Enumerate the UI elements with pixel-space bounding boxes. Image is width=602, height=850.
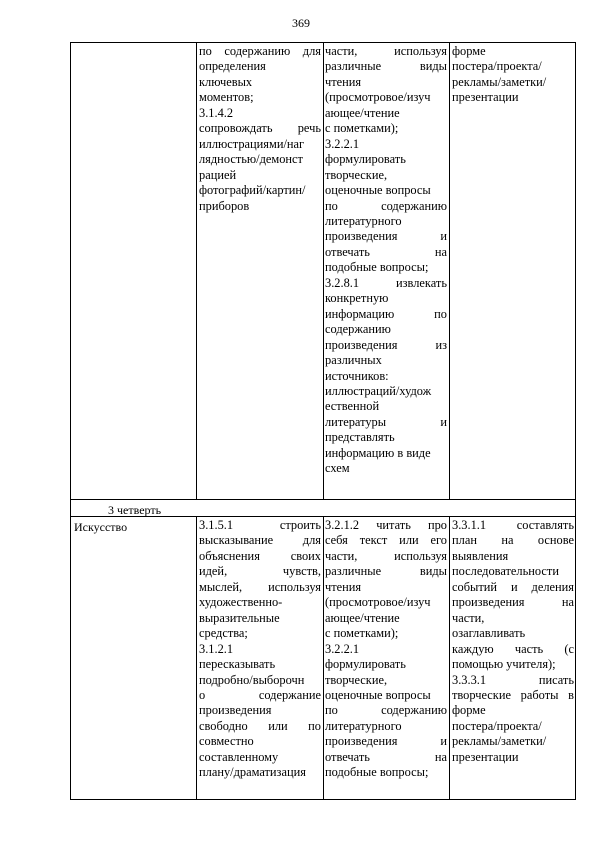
top-row-col3-cell [325,44,447,477]
col-divider-1-bottom [196,516,197,800]
bottom-row-col4-cell [452,518,574,765]
cell-line: информацию в виде [325,445,431,460]
cell-line: форме [452,44,486,58]
cell-line: по содержанию [325,703,447,718]
bottom-row-col3-cell [325,518,447,781]
cell-line: иллюстрациями/наг [199,136,305,151]
cell-line: высказывание для [199,533,321,548]
cell-line: 3.2.1.2 читать про [325,518,447,532]
cell-line: 3.2.8.1 извлекать [325,275,447,290]
cell-line: отвечать на [325,749,447,764]
cell-line: составленному [199,749,279,764]
cell-line: творческие работы в [452,687,574,702]
col-divider-2-bottom [323,516,324,800]
cell-line: определения [199,59,266,74]
cell-line: приборов [199,198,250,213]
cell-line: различных [325,353,382,368]
cell-line: презентации [452,90,519,105]
cell-line: 3.1.2.1 [199,641,234,656]
cell-line: (просмотровое/изуч [325,595,431,610]
cell-line: информацию по [325,306,447,321]
cell-line: постера/проекта/ [452,59,542,74]
cell-line: 3.3.3.1 писать [452,672,574,687]
cell-line: представлять [325,430,395,445]
cell-line: совместно [199,734,254,749]
cell-line: творческие, [325,167,388,182]
cell-line: формулировать [325,657,406,672]
cell-line: 3.3.1.1 составлять [452,518,574,532]
cell-line: ключевых [199,74,253,89]
cell-line: творческие, [325,672,388,687]
cell-line: ающее/чтение [325,105,400,120]
cell-line: 3.1.5.1 строить [199,518,321,532]
cell-line: части, используя [325,548,447,563]
cell-line: произведения на [452,595,574,610]
cell-line: выразительные [199,610,280,625]
table-left-border [70,42,71,800]
cell-line: озаглавливать [452,626,526,641]
cell-line: различные виды [325,564,447,579]
cell-line: выявления [452,548,509,563]
cell-line: средства; [199,626,248,641]
cell-line: (просмотровое/изуч [325,90,431,105]
cell-line: плану/драматизация [199,765,306,780]
cell-line: 3.1.4.2 [199,105,234,120]
table-right-border [575,42,576,800]
cell-line: презентации [452,749,519,764]
cell-line: подобные вопросы; [325,765,429,780]
cell-line: событий и деления [452,579,574,594]
cell-line: произведения [199,703,272,718]
cell-line: сопровождать речь [199,121,321,136]
cell-line: литературного [325,213,402,228]
cell-line: последовательности [452,564,559,579]
cell-line: художественно- [199,595,283,610]
col-divider-1-top [196,42,197,500]
cell-line: литературного [325,718,402,733]
cell-line: произведения и [325,229,447,244]
top-row-col4-cell [452,44,574,106]
cell-line: различные виды [325,59,447,74]
cell-line: лядностью/демонст [199,152,303,167]
cell-line: форме [452,703,486,718]
cell-line: части, используя [325,44,447,58]
cell-line: с пометками); [325,121,399,136]
cell-line: подобные вопросы; [325,260,429,275]
cell-line: рекламы/заметки/ [452,734,547,749]
cell-line: с пометками); [325,626,399,641]
cell-line: по содержанию для [199,44,321,58]
section-label: 3 четверть [108,503,162,517]
cell-line: литературы и [325,414,447,429]
cell-line: 3.2.2.1 [325,641,360,656]
cell-line: рацией [199,167,237,182]
cell-line: произведения и [325,734,447,749]
cell-line: ественной [325,399,380,414]
cell-line: содержанию [325,322,391,337]
cell-line: себя текст или его [325,533,447,548]
top-row-col2-cell [199,44,321,214]
cell-line: отвечать на [325,244,447,259]
cell-line: моментов; [199,90,254,105]
cell-line: конкретную [325,291,389,306]
cell-line: свободно или по [199,718,321,733]
col-divider-3-bottom [449,516,450,800]
cell-line: формулировать [325,152,406,167]
cell-line: мыслей, используя [199,579,321,594]
col-divider-3-top [449,42,450,500]
subject-label: Искусство [74,520,128,534]
cell-line: помощью учителя); [452,657,556,672]
cell-line: рекламы/заметки/ [452,74,547,89]
cell-line: каждую часть (с [452,641,574,656]
cell-line: чтения [325,74,362,89]
cell-line: части, [452,610,485,625]
cell-line: идей, чувств, [199,564,321,579]
cell-line: произведения из [325,337,447,352]
cell-line: постера/проекта/ [452,718,542,733]
page-number: 369 [292,16,310,30]
col-divider-2-top [323,42,324,500]
cell-line: ающее/чтение [325,610,400,625]
cell-line: источников: [325,368,389,383]
cell-line: объяснения своих [199,548,321,563]
cell-line: план на основе [452,533,574,548]
cell-line: пересказывать [199,657,276,672]
cell-line: чтения [325,579,362,594]
cell-line: по содержанию [325,198,447,213]
cell-line: оценочные вопросы [325,687,431,702]
cell-line: иллюстраций/худож [325,383,432,398]
cell-line: подробно/выборочн [199,672,305,687]
bottom-row-col2-cell [199,518,321,781]
cell-line: 3.2.2.1 [325,136,360,151]
cell-line: схем [325,461,350,476]
cell-line: о содержание [199,687,321,702]
cell-line: фотографий/картин/ [199,183,306,198]
cell-line: оценочные вопросы [325,183,431,198]
